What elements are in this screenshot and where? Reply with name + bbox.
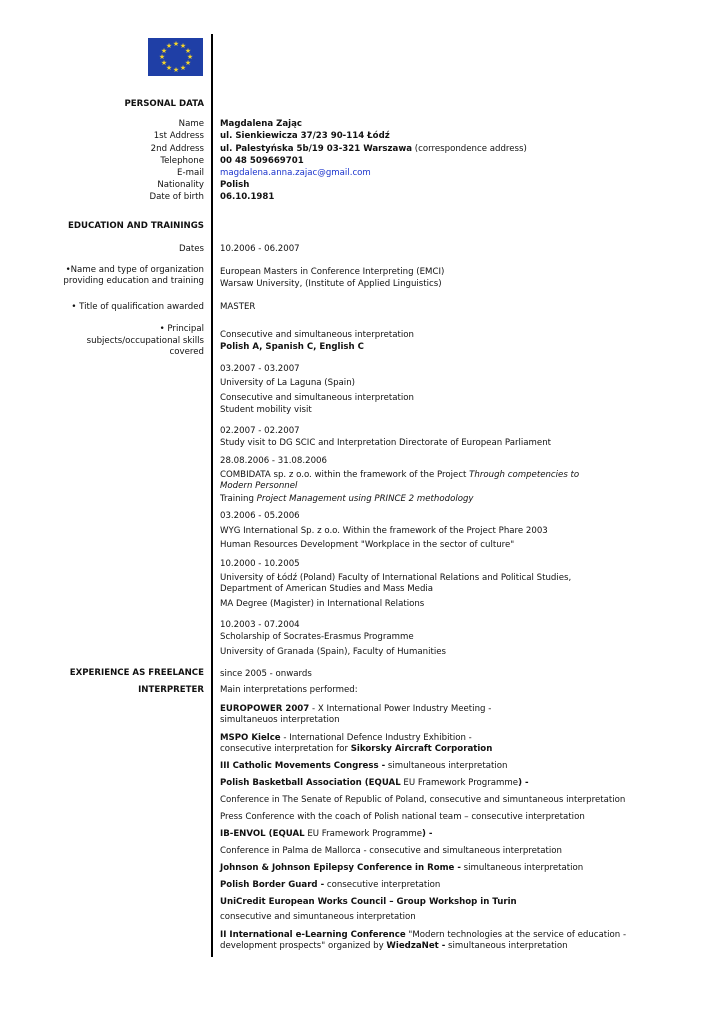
exp-item-13	[220, 930, 626, 941]
label-telephone: Telephone	[160, 156, 204, 166]
edu-dates: 10.2006 - 06.2007	[220, 244, 300, 254]
section-heading-experience-2: INTERPRETER	[138, 685, 204, 695]
exp-item-13-desc: "Modern technologies at the service of education -	[405, 930, 627, 940]
exp-item-4-end: ) -	[518, 778, 529, 788]
exp-item-1	[220, 704, 491, 715]
exp-item-14-org: WiedzaNet -	[386, 941, 446, 951]
exp-item-1-desc: - X International Power Industry Meeting -	[309, 704, 492, 714]
label-title: • Title of qualification awarded	[71, 302, 204, 312]
exp-item-8: Conference in Palma de Mallorca - consecutive and simultaneous interpretation	[220, 846, 562, 856]
label-address1: 1st Address	[153, 131, 204, 141]
edu-entry-6-date: 10.2000 - 10.2005	[220, 559, 300, 569]
exp-item-12: consecutive and simuntaneous interpretation	[220, 912, 416, 922]
exp-item-3-title: III Catholic Movements Congress -	[220, 761, 386, 771]
value-name: Magdalena Zając	[220, 119, 303, 129]
exp-item-14-desc: development prospects" organized by	[220, 941, 387, 951]
exp-item-13-title: II International e-Learning Conference	[220, 930, 406, 940]
label-subjects-3: covered	[169, 347, 204, 357]
exp-item-9-title: Johnson & Johnson Epilepsy Conference in Rome -	[220, 863, 461, 873]
edu-entry-7-line-1: Scholarship of Socrates-Erasmus Programme	[220, 632, 414, 642]
label-dob: Date of birth	[149, 192, 204, 202]
exp-item-11: UniCredit European Works Council – Group Workshop in Turin	[220, 897, 517, 907]
exp-item-9-desc: simultaneous interpretation	[460, 863, 584, 873]
section-heading-personal-data: PERSONAL DATA	[124, 99, 204, 109]
edu-entry-2-line-3: Student mobility visit	[220, 405, 312, 415]
exp-item-2-line-2	[220, 744, 492, 755]
edu-org-2: Warsaw University, (Institute of Applied Linguistics)	[220, 279, 442, 289]
exp-item-7-desc: EU Framework Programme	[304, 829, 423, 839]
label-subjects-1: • Principal	[159, 324, 204, 334]
edu-entry-3-date: 02.2007 - 02.2007	[220, 426, 300, 436]
exp-item-9	[220, 863, 583, 874]
email-link[interactable]: magdalena.anna.zajac@gmail.com	[220, 168, 371, 178]
exp-item-7	[220, 829, 433, 840]
edu-entry-4-line-3	[220, 494, 474, 505]
exp-item-7-end: ) -	[422, 829, 433, 839]
edu-entry-3-line-1: Study visit to DG SCIC and Interpretation Directorate of European Parliament	[220, 438, 552, 448]
exp-item-5: Conference in The Senate of Republic of Poland, consecutive and simuntaneous interpretation	[220, 795, 626, 805]
edu-entry-4-training: Training	[220, 494, 257, 504]
exp-item-6: Press Conference with the coach of Polish national team – consecutive interpretation	[220, 812, 585, 822]
vertical-divider	[211, 34, 213, 957]
exp-item-2-role: consecutive interpretation for	[220, 744, 351, 754]
label-org-2: providing education and training	[63, 276, 204, 286]
edu-entry-7-line-2: University of Granada (Spain), Faculty of Humanities	[220, 647, 446, 657]
address2-text: ul. Palestyńska 5b/19 03-321 Warszawa	[220, 144, 413, 154]
edu-entry-4-project: Through competencies to	[469, 470, 580, 480]
label-dates: Dates	[178, 244, 204, 254]
exp-item-14	[220, 941, 568, 952]
exp-item-2-desc: - International Defence Industry Exhibition -	[280, 733, 472, 743]
eu-flag-logo: ★ ★ ★ ★ ★ ★ ★ ★ ★ ★ ★ ★	[148, 38, 203, 76]
exp-item-1-line-2: simultaneuos interpretation	[220, 715, 340, 725]
section-heading-education: EDUCATION AND TRAININGS	[68, 221, 204, 231]
edu-entry-5-date: 03.2006 - 05.2006	[220, 511, 300, 521]
edu-entry-5-line-2: Human Resources Development "Workplace in the sector of culture"	[220, 540, 515, 550]
edu-entry-5-line-1: WYG International Sp. z o.o. Within the framework of the Project Phare 2003	[220, 526, 548, 536]
exp-main: Main interpretations performed:	[220, 685, 358, 695]
value-address2	[220, 144, 527, 155]
exp-since: since 2005 - onwards	[220, 669, 312, 679]
exp-item-1-title: EUROPOWER 2007	[220, 704, 310, 714]
exp-item-4-title: Polish Basketball Association (EQUAL	[220, 778, 401, 788]
exp-item-4-desc: EU Framework Programme	[400, 778, 519, 788]
exp-item-10-title: Polish Border Guard -	[220, 880, 325, 890]
edu-entry-2-date: 03.2007 - 03.2007	[220, 364, 300, 374]
edu-entry-4-course: Project Management using PRINCE 2 methodology	[256, 494, 474, 504]
address2-note: (correspondence address)	[412, 144, 527, 154]
value-dob: 06.10.1981	[220, 192, 275, 202]
edu-title: MASTER	[220, 302, 256, 312]
value-telephone: 00 48 509669701	[220, 156, 304, 166]
edu-entry-6-line-2: Department of American Studies and Mass Media	[220, 584, 434, 594]
value-nationality: Polish	[220, 180, 250, 190]
exp-item-14-role: simultaneous interpretation	[445, 941, 568, 951]
exp-item-2-title: MSPO Kielce	[220, 733, 281, 743]
edu-entry-4-line-2: Modern Personnel	[220, 481, 298, 491]
section-heading-experience-1: EXPERIENCE AS FREELANCE	[69, 668, 204, 678]
label-address2: 2nd Address	[150, 144, 204, 154]
edu-subjects-1: Consecutive and simultaneous interpretation	[220, 330, 414, 340]
label-org-1: •Name and type of organization	[65, 265, 204, 275]
edu-org-1: European Masters in Conference Interpreting (EMCI)	[220, 267, 445, 277]
label-subjects-2: subjects/occupational skills	[86, 336, 204, 346]
exp-item-2	[220, 733, 472, 744]
edu-entry-4-date: 28.08.2006 - 31.08.2006	[220, 456, 327, 466]
value-address1: ul. Sienkiewicza 37/23 90-114 Łódź	[220, 131, 390, 141]
edu-entry-2-line-1: University of La Laguna (Spain)	[220, 378, 355, 388]
edu-entry-4-line-1	[220, 470, 579, 481]
edu-entry-4-org: COMBIDATA sp. z o.o. within the framework of the Project	[220, 470, 470, 480]
exp-item-3-desc: simultaneous interpretation	[385, 761, 508, 771]
label-email: E-mail	[177, 168, 204, 178]
exp-item-10	[220, 880, 440, 891]
edu-entry-2-line-2: Consecutive and simultaneous interpretation	[220, 393, 414, 403]
exp-item-2-client: Sikorsky Aircraft Corporation	[350, 744, 493, 754]
label-nationality: Nationality	[157, 180, 204, 190]
edu-entry-6-line-3: MA Degree (Magister) in International Relations	[220, 599, 425, 609]
exp-item-10-desc: consecutive interpretation	[324, 880, 441, 890]
edu-entry-6-line-1: University of Łódź (Poland) Faculty of International Relations and Political Studies,	[220, 573, 572, 583]
label-name: Name	[178, 119, 204, 129]
exp-item-4	[220, 778, 529, 789]
exp-item-7-title: IB-ENVOL (EQUAL	[220, 829, 305, 839]
exp-item-3	[220, 761, 507, 772]
edu-entry-7-date: 10.2003 - 07.2004	[220, 620, 300, 630]
edu-subjects-2: Polish A, Spanish C, English C	[220, 342, 364, 352]
